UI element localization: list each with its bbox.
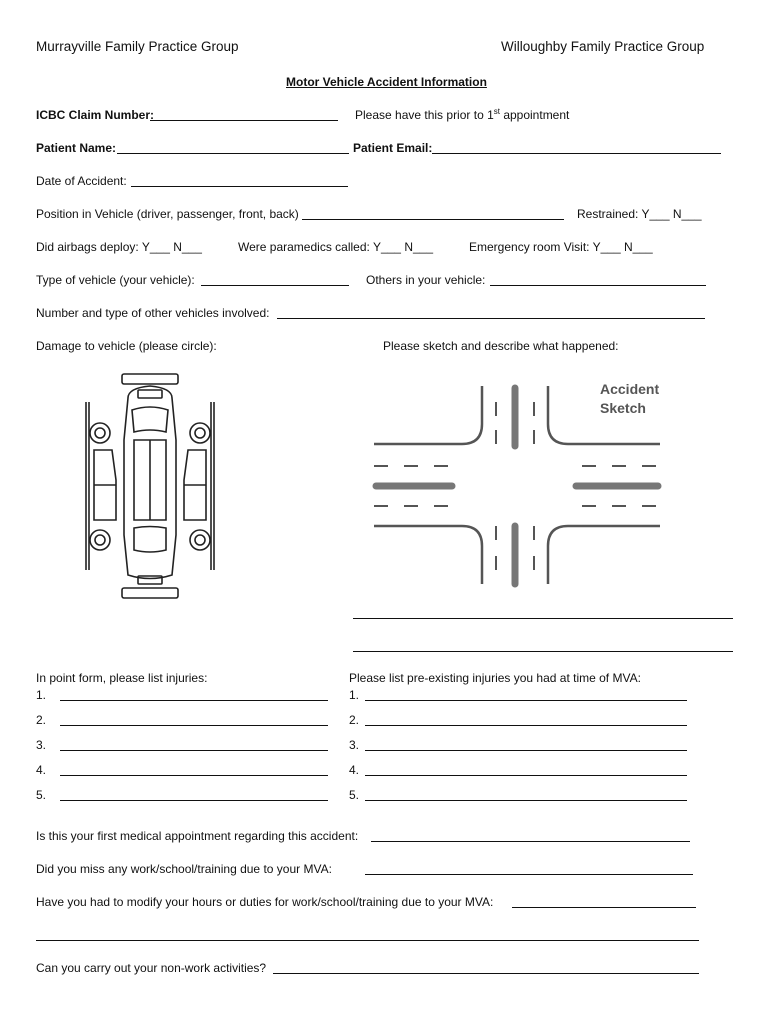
preexisting-field-2[interactable] [365, 725, 687, 726]
patient-email-field[interactable] [432, 153, 721, 154]
other-vehicles-field[interactable] [277, 318, 705, 319]
damage-label: Damage to vehicle (please circle): [36, 339, 217, 353]
others-label: Others in your vehicle: [366, 273, 486, 287]
date-label: Date of Accident: [36, 174, 127, 188]
claim-note: Please have this prior to 1st appointment [355, 107, 570, 122]
sketch-description-line-1[interactable] [353, 618, 733, 619]
patient-email-label: Patient Email: [353, 141, 433, 155]
sketch-title-line1: Accident [600, 381, 660, 397]
others-field[interactable] [490, 285, 706, 286]
preexisting-number: 3. [349, 738, 360, 752]
patient-name-label: Patient Name: [36, 141, 117, 155]
answer-modified-duties[interactable] [512, 907, 696, 908]
preexisting-field-3[interactable] [365, 750, 687, 751]
answer-first-appointment[interactable] [371, 841, 690, 842]
question-modified-duties: Have you had to modify your hours or duties for work/school/training due to your MVA: [36, 895, 494, 909]
header-left: Murrayville Family Practice Group [36, 39, 239, 54]
preexisting-field-5[interactable] [365, 800, 687, 801]
vehicle-type-field[interactable] [201, 285, 349, 286]
claim-field[interactable] [150, 120, 338, 121]
preexisting-number: 1. [349, 688, 360, 702]
injury-number: 3. [36, 738, 47, 752]
injury-field-4[interactable] [60, 775, 328, 776]
injury-number: 1. [36, 688, 47, 702]
injury-field-3[interactable] [60, 750, 328, 751]
preexisting-field-1[interactable] [365, 700, 687, 701]
preexisting-number: 2. [349, 713, 360, 727]
header-right: Willoughby Family Practice Group [501, 39, 705, 54]
question-missed-work: Did you miss any work/school/training due to your MVA: [36, 862, 332, 876]
sketch-description-line-2[interactable] [353, 651, 733, 652]
answer-missed-work[interactable] [365, 874, 693, 875]
vehicle-damage-diagram[interactable] [80, 370, 220, 602]
restrained-label[interactable]: Restrained: Y___ N___ [577, 207, 702, 221]
position-field[interactable] [302, 219, 564, 220]
sketch-title-line2: Sketch [600, 400, 646, 416]
vehicle-type-label: Type of vehicle (your vehicle): [36, 273, 195, 287]
airbags-label[interactable]: Did airbags deploy: Y___ N___ [36, 240, 202, 254]
other-vehicles-label: Number and type of other vehicles involved: [36, 306, 270, 320]
position-label: Position in Vehicle (driver, passenger, front, back) [36, 207, 299, 221]
injury-field-2[interactable] [60, 725, 328, 726]
patient-name-field[interactable] [117, 153, 349, 154]
injury-number: 5. [36, 788, 47, 802]
claim-label: ICBC Claim Number: [36, 108, 155, 122]
question-non-work-activities: Can you carry out your non-work activities? [36, 961, 267, 975]
preexisting-field-4[interactable] [365, 775, 687, 776]
paramedics-label[interactable]: Were paramedics called: Y___ N___ [238, 240, 433, 254]
accident-sketch-diagram[interactable] [368, 372, 668, 590]
sketch-label: Please sketch and describe what happened: [383, 339, 619, 353]
preexisting-number: 4. [349, 763, 360, 777]
preexisting-number: 5. [349, 788, 360, 802]
preexisting-label: Please list pre-existing injuries you had at time of MVA: [349, 671, 641, 685]
date-field[interactable] [131, 186, 348, 187]
injury-field-1[interactable] [60, 700, 328, 701]
injury-number: 2. [36, 713, 47, 727]
injury-field-5[interactable] [60, 800, 328, 801]
injury-number: 4. [36, 763, 47, 777]
answer-modified-duties-continued[interactable] [36, 940, 699, 941]
answer-non-work-activities[interactable] [273, 973, 699, 974]
form-title: Motor Vehicle Accident Information [286, 75, 487, 89]
injuries-label: In point form, please list injuries: [36, 671, 208, 685]
er-label[interactable]: Emergency room Visit: Y___ N___ [469, 240, 653, 254]
question-first-appointment: Is this your first medical appointment regarding this accident: [36, 829, 359, 843]
